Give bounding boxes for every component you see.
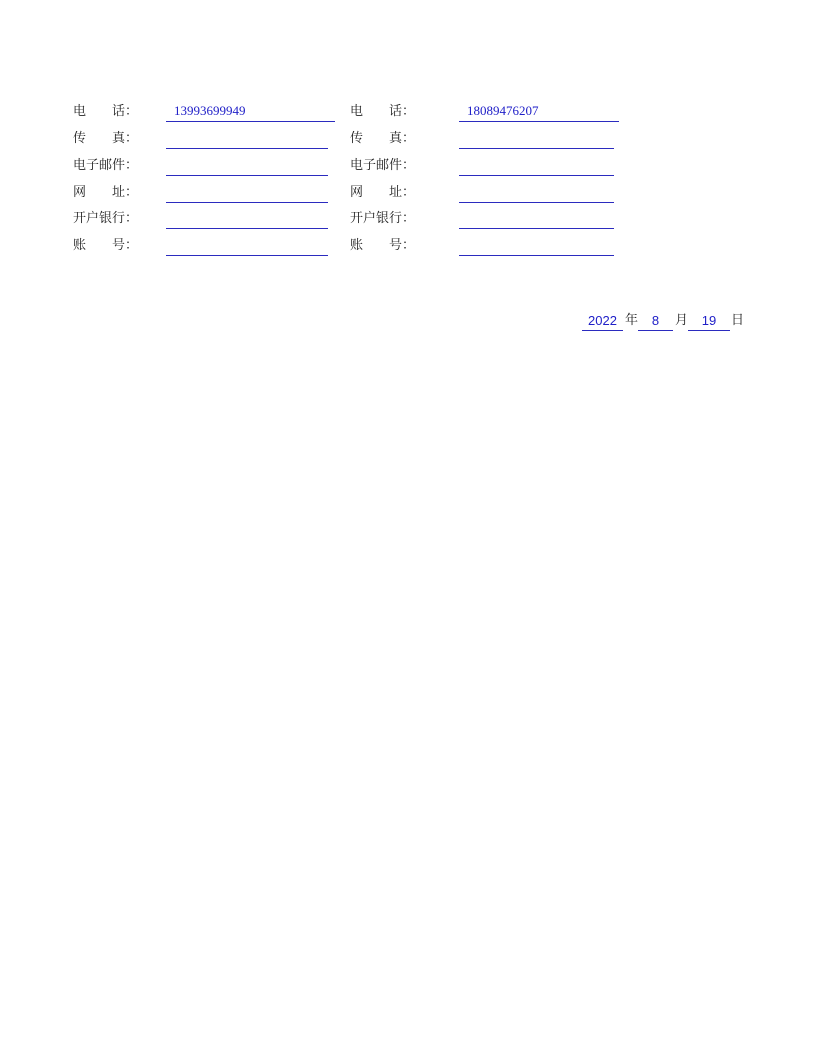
- right-fax-label: 传 真：: [350, 131, 416, 146]
- left-bank-label: 开户银行：: [73, 211, 139, 226]
- contact-row-email: [0, 156, 816, 176]
- date-month-unit: 月: [675, 313, 689, 328]
- right-website-label: 网 址：: [350, 185, 416, 200]
- left-email-label: 电子邮件：: [73, 158, 139, 173]
- left-bank-field[interactable]: [166, 209, 328, 229]
- right-account-field[interactable]: [459, 236, 614, 256]
- date-day-field[interactable]: 19: [688, 311, 730, 331]
- date-day-unit: 日: [731, 313, 745, 328]
- right-email-field[interactable]: [459, 156, 614, 176]
- left-fax-field[interactable]: [166, 129, 328, 149]
- date-year-unit: 年: [625, 313, 639, 328]
- date-year-field[interactable]: 2022: [582, 311, 623, 331]
- right-bank-field[interactable]: [459, 209, 614, 229]
- right-bank-label: 开户银行：: [350, 211, 416, 226]
- left-website-label: 网 址：: [73, 185, 139, 200]
- contact-row-account: [0, 236, 816, 256]
- right-phone-field[interactable]: 18089476207: [459, 102, 619, 122]
- left-website-field[interactable]: [166, 183, 328, 203]
- right-account-label: 账 号：: [350, 238, 416, 253]
- right-phone-label: 电 话：: [350, 104, 416, 119]
- left-account-label: 账 号：: [73, 238, 139, 253]
- contact-row-phone: [0, 102, 816, 122]
- left-account-field[interactable]: [166, 236, 328, 256]
- right-email-label: 电子邮件：: [350, 158, 416, 173]
- signature-date: [0, 311, 816, 331]
- right-website-field[interactable]: [459, 183, 614, 203]
- left-phone-field[interactable]: 13993699949: [166, 102, 335, 122]
- left-phone-label: 电 话：: [73, 104, 139, 119]
- date-month-field[interactable]: 8: [638, 311, 673, 331]
- right-fax-field[interactable]: [459, 129, 614, 149]
- left-fax-label: 传 真：: [73, 131, 139, 146]
- contact-row-website: [0, 183, 816, 203]
- left-email-field[interactable]: [166, 156, 328, 176]
- contact-row-fax: [0, 129, 816, 149]
- contact-row-bank: [0, 209, 816, 229]
